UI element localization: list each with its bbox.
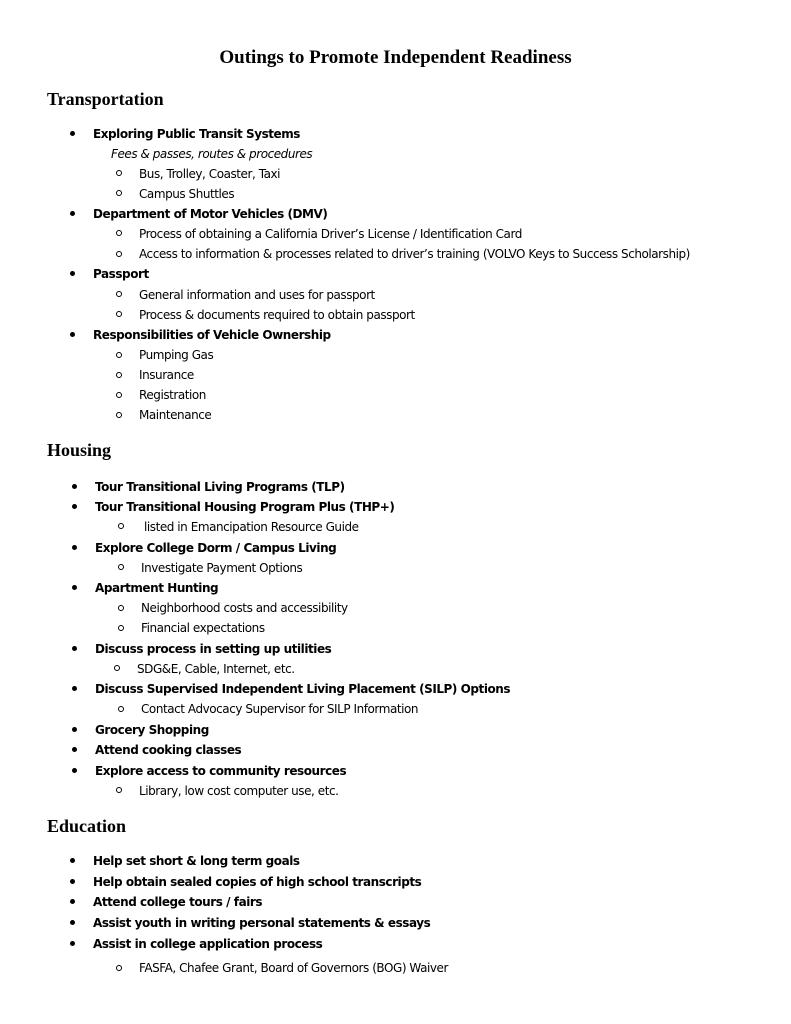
list-item: Tour Transitional Housing Program Plus (THP+): [95, 500, 395, 514]
sub-list-item: Investigate Payment Options: [141, 561, 303, 575]
sub-list-item: Campus Shuttles: [139, 187, 235, 201]
sub-bullet-icon: [118, 625, 124, 631]
bullet-icon: [70, 131, 75, 136]
sub-bullet-icon: [114, 665, 120, 671]
list-item: Assist in college application process: [93, 937, 323, 951]
sub-list-item: Maintenance: [139, 408, 212, 422]
sub-list-item: Process of obtaining a California Driver’s License / Identification Card: [139, 227, 522, 241]
list-item: Department of Motor Vehicles (DMV): [93, 207, 328, 221]
sub-bullet-icon: [116, 372, 122, 378]
sub-bullet-icon: [118, 706, 124, 712]
sub-bullet-icon: [116, 392, 122, 398]
page-title: Outings to Promote Independent Readiness: [219, 47, 572, 68]
bullet-icon: [70, 271, 75, 276]
bullet-icon: [70, 211, 75, 216]
bullet-icon: [70, 858, 75, 863]
bullet-icon: [72, 545, 77, 550]
sub-list-item: FASFA, Chafee Grant, Board of Governors (BOG) Waiver: [139, 961, 448, 975]
bullet-icon: [72, 686, 77, 691]
sub-list-item: Financial expectations: [141, 621, 265, 635]
sub-bullet-icon: [116, 352, 122, 358]
sub-list-item: Pumping Gas: [139, 348, 214, 362]
list-item: Grocery Shopping: [95, 723, 209, 737]
section-heading-education: Education: [47, 816, 127, 836]
list-item: Responsibilities of Vehicle Ownership: [93, 328, 331, 342]
sub-bullet-icon: [116, 170, 122, 176]
list-item: Passport: [93, 267, 149, 281]
sub-bullet-icon: [116, 230, 122, 236]
sub-list-item: Contact Advocacy Supervisor for SILP Information: [141, 702, 419, 716]
sub-bullet-icon: [118, 605, 124, 611]
bullet-icon: [70, 332, 75, 337]
sub-bullet-icon: [116, 190, 122, 196]
list-item: Help obtain sealed copies of high school transcripts: [93, 875, 422, 889]
sub-bullet-icon: [118, 564, 124, 570]
list-item: Discuss Supervised Independent Living Placement (SILP) Options: [95, 682, 511, 696]
sub-list-item: Access to information & processes related to driver’s training (VOLVO Keys to Success Scholarship): [139, 247, 690, 261]
sub-list-item: Library, low cost computer use, etc.: [139, 784, 339, 798]
list-item: Attend college tours / fairs: [93, 895, 263, 909]
section-heading-housing: Housing: [47, 440, 112, 460]
list-item: Help set short & long term goals: [93, 854, 300, 868]
bullet-icon: [72, 484, 77, 489]
sub-list-item: Process & documents required to obtain passport: [139, 308, 415, 322]
sub-list-item: General information and uses for passport: [139, 288, 375, 302]
bullet-icon: [70, 941, 75, 946]
bullet-icon: [70, 920, 75, 925]
sub-bullet-icon: [116, 965, 122, 971]
sub-bullet-icon: [116, 412, 122, 418]
list-note: Fees & passes, routes & procedures: [111, 147, 313, 161]
list-item: Exploring Public Transit Systems: [93, 127, 300, 141]
bullet-icon: [72, 727, 77, 732]
list-item: Attend cooking classes: [95, 743, 242, 757]
list-item: Explore access to community resources: [95, 764, 347, 778]
sub-bullet-icon: [116, 311, 122, 317]
bullet-icon: [72, 768, 77, 773]
bullet-icon: [70, 899, 75, 904]
list-item: Apartment Hunting: [95, 581, 219, 595]
sub-bullet-icon: [116, 291, 122, 297]
sub-bullet-icon: [116, 787, 122, 793]
sub-list-item: listed in Emancipation Resource Guide: [144, 520, 359, 534]
sub-list-item: Neighborhood costs and accessibility: [141, 601, 348, 615]
list-item: Tour Transitional Living Programs (TLP): [95, 480, 345, 494]
bullet-icon: [72, 585, 77, 590]
sub-list-item: Registration: [139, 388, 206, 402]
sub-bullet-icon: [116, 251, 122, 257]
bullet-icon: [72, 504, 77, 509]
bullet-icon: [72, 646, 77, 651]
list-item: Discuss process in setting up utilities: [95, 642, 332, 656]
list-item: Explore College Dorm / Campus Living: [95, 541, 337, 555]
bullet-icon: [70, 879, 75, 884]
sub-bullet-icon: [118, 523, 124, 529]
sub-list-item: Insurance: [139, 368, 194, 382]
section-heading-transportation: Transportation: [47, 89, 164, 109]
bullet-icon: [72, 747, 77, 752]
sub-list-item: Bus, Trolley, Coaster, Taxi: [139, 167, 281, 181]
sub-list-item: SDG&E, Cable, Internet, etc.: [137, 662, 295, 676]
list-item: Assist youth in writing personal statements & essays: [93, 916, 431, 930]
